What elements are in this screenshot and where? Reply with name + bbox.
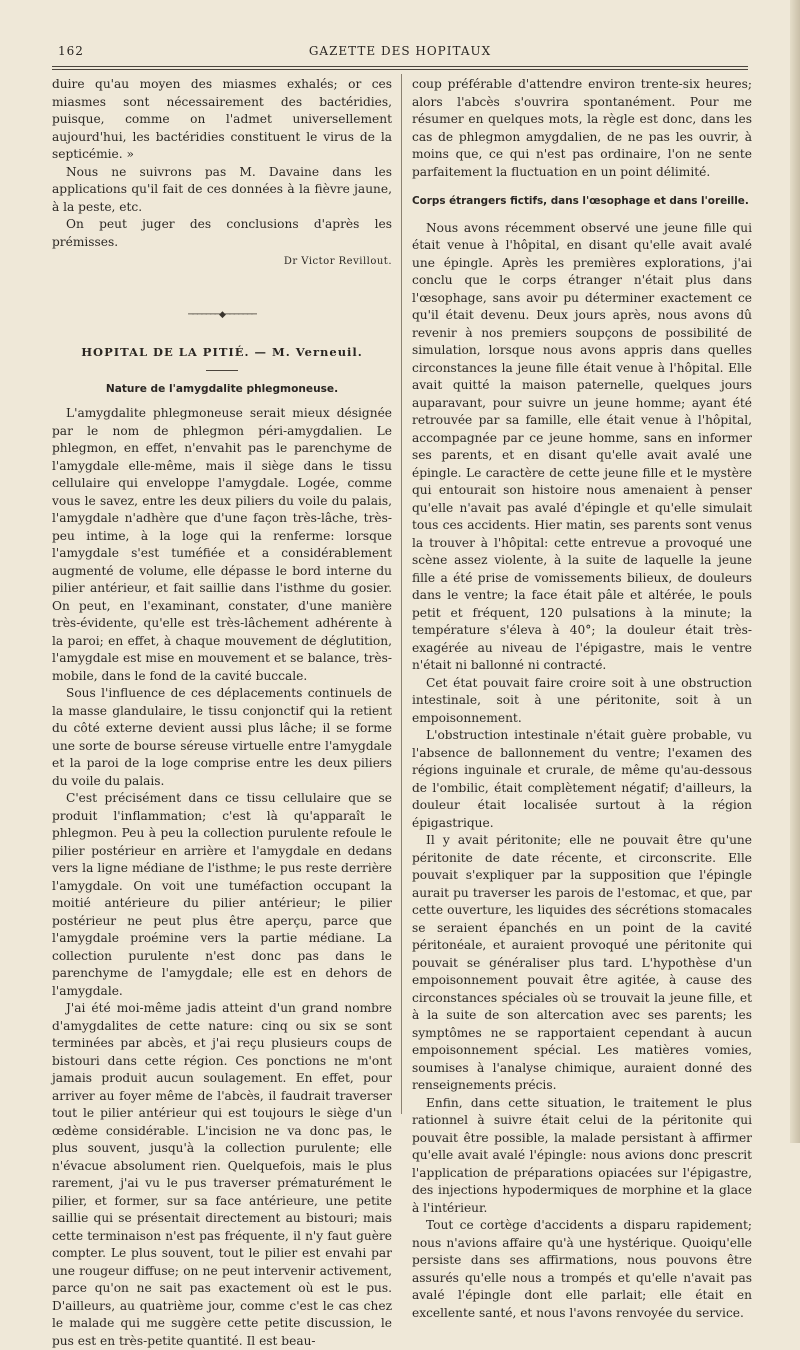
left-column: [52, 76, 392, 1350]
article-title: Corps étrangers fictifs, dans l'œsophage et dans l'oreille.: [412, 195, 749, 207]
intro-paragraph: Nous ne suivrons pas M. Davaine dans les applications qu'il fait de ces données à la fièvre jaune, à la peste, etc.: [52, 164, 392, 214]
article-paragraph: L'amygdalite phlegmoneuse serait mieux désignée par le nom de phlegmon péri-amygdalien. Le phlegmon, en effet, n'envahit pas le parenchyme de l'amygdale elle-même, mais il siège dans le tissu cellulaire qui enveloppe l'amygdale. Logée, comme vous le savez, entre les deux piliers du voile du palais, l'amygdale n'adhère que d'une façon très-lâche, très-peu intime, à la loge qui la renferme: lorsque l'amygdale s'est tuméfiée et a considérablement augmenté de volume, elle dépasse le bord interne du pilier antérieur, et fait saillie dans l'isthme du gosier. On peut, en l'examinant, constater, d'une manière très-évidente, qu'elle est très-lâchement adhérente à la paroi; en effet, à chaque mouvement de déglutition, l'amygdale est mise en mouvement et se balance, très-mobile, dans le fond de la cavité buccale.: [52, 406, 392, 683]
article-paragraph: Cet état pouvait faire croire soit à une obstruction intestinale, soit à une péritonite, soit à un empoisonnement.: [412, 675, 752, 725]
article-paragraph: Il y avait péritonite; elle ne pouvait être qu'une péritonite de date récente, et circonscrite. Elle pouvait s'expliquer par la supposition que l'épingle aurait pu traverser les parois de l'estomac, et que, par cette ouverture, les liquides des sécrétions stomacales se seraient épanchés en un point de la cavité péritonéale, et auraient provoqué une péritonite qui pouvait se généraliser plus tard. L'hypothèse d'un empoisonnement pouvait être agitée, à cause des circonstances spéciales où se trouvait la jeune fille, et à la suite de son altercation avec ses parents; les symptômes ne se rapportaient cependant à aucun empoisonnement spécial. Les matières vomies, soumises à l'analyse chimique, auraient donné des renseignements précis.: [412, 833, 752, 1092]
right-column: [412, 76, 752, 1322]
article-paragraph: Nous avons récemment observé une jeune fille qui était venue à l'hôpital, en disant qu'elle avait avalé une épingle. Après les premières explorations, j'ai conclu que le corps étranger n'était plus dans l'œsophage, sans avoir pu déterminer exactement ce qu'il était devenu. Deux jours après, nous avons dû revenir à nos premiers soupçons de possibilité de simulation, lorsque nous avons appris dans quelles circonstances la jeune fille était venue à l'hôpital. Elle avait quitté la maison paternelle, quelques jours auparavant, pour suivre un jeune homme; ayant été retrouvée par sa famille, elle était venue à l'hôpital, accompagnée par ce jeune homme, sans en informer ses parents, et en disant qu'elle avait avalé une épingle. Le caractère de cette jeune fille et le mystère qui entourait son histoire nous amenaient à penser qu'elle n'avait pas avalé d'épingle et qu'elle simulait tous ces accidents. Hier matin, ses parents sont venus la trouver à l'hôpital: cette entrevue a provoqué une scène assez violente, à la suite de laquelle la jeune fille a été prise de vomissements bilieux, de douleurs dans le ventre; la face était pâle et altérée, le pouls petit et fréquent, 120 pulsations à la minute; la température s'éleva à 40°; la douleur était très-exagérée au niveau de l'épigastre, mais le ventre n'était ni ballonné ni contracté.: [412, 220, 752, 672]
article-paragraph: Sous l'influence de ces déplacements continuels de la masse glandulaire, le tissu conjonctif qui la retient du côté externe devient aussi plus lâche; il se forme une sorte de bourse séreuse virtuelle entre l'amygdale et la paroi de la loge comprise entre les deux piliers du voile du palais.: [52, 686, 392, 788]
page-number: 162: [58, 44, 84, 58]
article-paragraph: C'est précisément dans ce tissu cellulaire que se produit l'inflammation; c'est là qu'apparaît le phlegmon. Peu à peu la collection purulente refoule le pilier postérieur en arrière et l'amygdale en dedans vers la ligne médiane de l'isthme; le pus reste derrière l'amygdale. On voit une tuméfaction occupant la moitié antérieure du pilier antérieur; le pilier postérieur ne peut plus être aperçu, parce que l'amygdale proémine vers la partie médiane. La collection purulente n'est donc pas dans le parenchyme de l'amygdale; elle est en dehors de l'amygdale.: [52, 791, 392, 998]
column-divider: [401, 74, 402, 1114]
journal-title: GAZETTE DES HOPITAUX: [308, 44, 492, 58]
header-rule-bottom: [52, 69, 748, 70]
intro-paragraph: On peut juger des conclusions d'après les prémisses.: [52, 217, 392, 249]
article-title: Nature de l'amygdalite phlegmoneuse.: [105, 382, 339, 395]
article-paragraph: J'ai été moi-même jadis atteint d'un grand nombre d'amygdalites de cette nature: cinq ou six se sont terminées par abcès, et j'ai reçu plusieurs coups de bistouri dans cette région. Ces ponctions ne m'ont jamais produit aucun soulagement. En effet, pour arriver au foyer même de l'abcès, il faudrait traverser tout le pilier antérieur qui est toujours le siège d'un œdème considérable. L'incision ne va donc pas, le plus souvent, jusqu'à la collection purulente; elle n'évacue absolument rien. Quelquefois, mais le plus rarement, j'ai vu le pus traverser prématurément le pilier, et former, sur sa face antérieure, une petite saillie qui se présentait directement au bistouri; mais cette terminaison n'est pas fréquente, il n'y faut guère compter. Le plus souvent, tout le pilier est envahi par une rougeur diffuse; on ne peut intervenir activement, parce qu'on ne sait pas exactement où est le pus. D'ailleurs, au quatrième jour, comme c'est le cas chez le malade qui me suggère cette petite discussion, le pus est en très-petite quantité. Il est beau-: [52, 1001, 392, 1348]
article-paragraph: Tout ce cortège d'accidents a disparu rapidement; nous n'avions affaire qu'à une hystérique. Quoiqu'elle persiste dans ses affirmations, nous pouvons être assurés qu'elle nous a trompés et qu'elle n'avait pas avalé l'épingle dont elle parlait; elle était en excellente santé, et nous l'avons renvoyée du service.: [412, 1218, 752, 1320]
page-edge: [790, 0, 800, 1143]
header-rule-top: [52, 66, 748, 67]
intro-paragraph: duire qu'au moyen des miasmes exhalés; or ces miasmes sont nécessairement des bactéridies, puisque, comme on l'admet universellement aujourd'hui, les bactéridies constituent le virus de la septicémie. »: [52, 77, 392, 161]
section-title: HOPITAL DE LA PITIÉ. — M. Verneuil.: [81, 345, 363, 359]
continuation-paragraph: coup préférable d'attendre environ trente-six heures; alors l'abcès s'ouvrira spontanément. Pour me résumer en quelques mots, la règle est donc, dans les cas de phlegmon amygdalien, de ne pas les ouvrir, à moins que, ce qui n'est pas ordinaire, l'on ne sente parfaitement la fluctuation en un point délimité.: [412, 77, 752, 179]
signature: Dr Victor Revillout.: [283, 256, 392, 267]
section-separator: ───────◆───────: [188, 309, 256, 320]
article-paragraph: Enfin, dans cette situation, le traitement le plus rationnel à suivre était celui de la péritonite qui pouvait être possible, la malade persistant à affirmer qu'elle avait avalé l'épingle: nous avions donc prescrit l'application de préparations opiacées sur l'épigastre, des injections hypodermiques de morphine et la glace à l'intérieur.: [412, 1095, 752, 1215]
page-header: [52, 44, 748, 64]
title-rule: [206, 370, 238, 371]
article-paragraph: L'obstruction intestinale n'était guère probable, vu l'absence de ballonnement du ventre; l'examen des régions inguinale et crurale, de même qu'au-dessous de l'ombilic, était complètement négatif; d'ailleurs, la douleur était localisée surtout à la région épigastrique.: [412, 728, 752, 830]
